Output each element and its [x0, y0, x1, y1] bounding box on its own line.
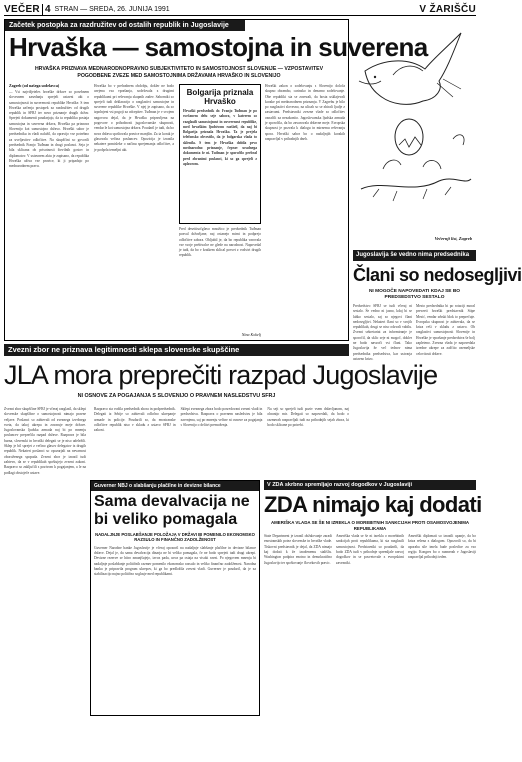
bulgaria-box-title: Bolgarija priznala Hrvaško	[186, 88, 254, 106]
presidency-story-subhead: NI MOGOČE NAPOVEDATI KDAJ SE BO PREDSEDSTVO SESTALO	[368, 289, 461, 300]
top-story-subhead: HRVAŠKA PRIZNAVA MEDNARODNOPRAVNO SUBJEKTIVITETO IN SAMOSTOJNOST SLOVENIJE — VZPOSTAVITEV POGODBENE ZVEZE MED SAMOSTOJNIMA DRŽAVAMA HRVAŠKO IN SLOVENIJO	[34, 66, 324, 79]
top-story-column-2: Hrvaška bo v prehodnem obdobju, dokler ne bodo urejena vsa vprašanja, sodelovala z drugimi republikami pri reševanju skupnih zadev. Saborniki so sprejeli tudi deklaracijo o razglasitvi samostojne in suverene republike Hrvaške. V njej je zapisano, da so izpolnjeni vsi pogoji za odcepitev. Tuđman je v svojem nagovoru dejal, da je Hrvaška pripravljena na pogovore o prihodnosti jugoslovanske skupnosti, vendar le kot samostojna država. Poudaril je tudi, da bo nova država spoštovala pravice manjšin. Za ta korak je glasovala večina poslancev. Opozicija je izrazila nekatere pomisleke o načinu sprejemanja odločitve, a je podprla temeljni akt.	[94, 84, 174, 152]
usa-story-column-2: Ameriška vlada se še ni izrekla o morebitnih sankcijah proti republikama, ki sta razglasili samostojnost. Predstavniki so poudarili, da bodo ZDA tudi v prihodnje spremljale razvoj dogodkov in se posvetovale z evropskimi zavezniki.	[336, 534, 404, 565]
devaluation-story-kicker: Guverner NBJ o slabšanju plačilne in devizne bilance	[91, 481, 259, 491]
bulgaria-box	[179, 84, 261, 338]
usa-story-headline: ZDA nimajo kaj dodati	[264, 492, 482, 517]
presidency-story-kicker: Jugoslavija še vedno nima predsednika	[353, 250, 476, 261]
presidency-story-headline: Člani so nedosegljivi	[353, 265, 522, 285]
top-story-byline: Zagreb (od našega sodelavca)	[9, 83, 60, 88]
jna-story-column-3: Na seji so sprejeli tudi poziv vsem državljanom, naj ohranijo mir. Delegati so napovedali, da bodo o razmerah razpravljali tudi na prihodnjih sejah zbora, ki bodo sklicane po potrebi.	[267, 407, 350, 427]
jna-story-column-2: Sklepi zveznega zbora bodo posredovani zvezni vladi in predsedstvu. Razprava o pravnem nasledstvu je bila zavrnjena, saj po mnenju večine ni osnove za pogajanja s Slovenijo o delitvi premoženja.	[180, 407, 263, 427]
dateline: STRAN — SREDA, 26. JUNIJA 1991	[54, 5, 170, 13]
presidency-story-column-1: Predsedstvo SFRJ se tudi včeraj ni sestalo. Še vedno ni jasno, kdaj bi se lahko sestalo, saj so njegovi člani nedosegljivi. Nekateri člani so v svojih republikah, drugi se niso odzvali vabilu. Zvezni sekretariat za informiranje je sporočil, da sklic seje ni mogoč, dokler ne bodo navzoči vsi člani. Tako Jugoslavija že več tednov nima predsednika predsedstva, kar ustvarja ustavno krizo.	[353, 304, 412, 361]
presidency-story-column-2: Mesto predsednika bi po rotaciji moral prevzeti hrvaški predstavnik Stipe Mesić, vendar srbski blok to preprečuje. Evropska skupnost je zahtevala, da se kriza reši v skladu z ustavo. Ob razglasitvi samostojnosti Slovenije in Hrvaške je vprašanje predsedstva še bolj zapleteno. Zvezna vlada je napovedala izredne ukrepe za zaščito ozemeljske celovitosti države.	[416, 304, 475, 356]
jna-story-kicker: Zvezni zbor ne priznava legitimnosti sklepa slovenske skupščine	[4, 344, 349, 356]
top-story-kicker: Začetek postopka za razdružitev od ostalih republik in Jugoslavije	[5, 20, 245, 31]
usa-story-column-1: State Department je izrazil obžalovanje zaradi enostranskih potez slovenske in hrvaške vlade. Tiskovni predstavnik je dejal, da ZDA nimajo kaj dodati k že izraženemu stališču. Washington podpira enotno in demokratično Jugoslavijo ter spoštovanje človekovih pravic.	[264, 534, 332, 565]
top-story-headline: Hrvaška — samostojna in suverena	[9, 32, 428, 62]
page-number: 4	[42, 4, 51, 15]
section-name: V ŽARIŠČU	[419, 3, 476, 15]
devaluation-story	[90, 480, 260, 716]
masthead	[4, 3, 476, 16]
top-story-column-1: — Vsi najvišjeteles hrvaške države so posebnem slovesnem zasedanju sprejeli ustavni akt o samostojnosti in suverenosti republike Hrvaške. S tem Hrvaška začenja postopek za razdružitev od drugih republik in SFRJ ter novo priznanje drugih držav. Sprejeti dokumenti poudarjajo, da ta republika postaja samostojna in suverena država, Hrvaška pa priznava Slovenijo kot samostojno državo. Hrvaški sabor je predsedniku in vladi naložil, da opravijo vse potrebno za uveljavitev odločitve. Na skupščini so govorili predsednik Franjo Tuđman in drugi poslanci. Seja je bila sklicana ob prisotnosti številnih gostov in diplomatov. V ustavnem aktu je zapisano, da republika Hrvaška uživa vse pravice, ki ji pripadajo po mednarodnem pravu.	[9, 90, 89, 169]
paper-name: VEČER	[4, 3, 40, 15]
jna-story-column-left: Zvezni zbor skupščine SFRJ je včeraj razglasil, da sklepi slovenske skupščine o samostojnosti nimajo pravne veljave. Poslanci so zahtevali od zveznega izvršnega sveta, da takoj ukrepa in zavaruje meje države. Jugoslovanska ljudska armada naj bi po mnenju poslancev preprečila razpad države. Razprava je bila burna, slovenski in hrvaški delegati se je niso udeležili. Sklep je bil sprejet z večino glasov delegatov iz drugih republik. Nekateri poslanci so opozarjali na nevarnost oboroženega spopada. Zvezni zbor je izrazil tudi zahtevo, da se v republikah spoštujejo zvezni zakoni. Razpravo so zaključili s pozivom k pogajanjem, a le na podlagi obstoječe ustave.	[4, 407, 86, 475]
jna-story-column-1: Razpravo sta vodila predsednik zbora in podpredsednik. Delegati iz Srbije so zahtevali odločno ukrepanje armade in policije. Poudarili so, da enostranske odločitve republik niso v skladu z ustavo SFRJ in zakoni.	[94, 407, 176, 433]
devaluation-story-text: Guverner Narodne banke Jugoslavije je včeraj opozoril na nadaljnje slabšanje plačilne in devizne bilance države. Dejal je, da sama devalvacija dinarja ne bi veliko pomagala, če ne bodo sprejeti tudi drugi ukrepi. Devizne rezerve se hitro zmanjšujejo, izvoz pada, uvoz pa ostaja na visoki ravni. Po njegovem mnenju bi nadaljnje poslabšanje političnih razmer pomenilo ekonomsko razsulo in veliko finančno zadolženost. Narodna banka je pripravila program ukrepov, ki ga bo predložila zvezni vladi. Guverner je poudaril, da je za stabilizacijo nujno politično soglasje med republikami.	[94, 545, 256, 577]
devaluation-story-subhead: NADALJNJE POSLABŠANJE POLOŽAJA V DRŽAVI BI POMENILO EKONOMSKO RAZSULO IN FINANČNO ZADOLŽENOST	[95, 532, 255, 543]
usa-story-subhead: AMERIŠKA VLADA SE ŠE NI IZREKLA O MOREBITNIH SANKCIJAH PROTI OSAMOSVOJENIMA REPUBLIKAMA	[270, 520, 470, 531]
bulgaria-box-after-text: Pred desettisočglavo množico je predsednik Tuđman pozval državljane, naj ostanejo mirni in podprejo odločitve sabora. Obljubil je, da bo republika varovala vse svoje prebivalce ne glede na narodnost. Napovedal je tudi, da bo v kratkem sklical posvet z vodstvi drugih republik.	[179, 227, 261, 258]
usa-story-kicker: V ZDA skrbno spremljajo razvoj dogodkov v Jugoslaviji	[264, 480, 476, 490]
usa-story	[264, 480, 482, 716]
cartoon-drawing	[353, 19, 476, 234]
cartoon	[353, 19, 476, 244]
usa-story-column-3: Ameriški diplomati so izrazili upanje, da bo kriza rešena z dialogom. Opozorili so, da bi uporaba sile imela hude posledice za vso regijo. Kongres bo o razmerah v Jugoslaviji razpravljal prihodnji teden.	[408, 534, 476, 560]
devaluation-story-headline: Sama devalvacija ne bi veliko pomagala	[94, 493, 250, 528]
cartoon-caption: Večernji list, Zagreb	[434, 236, 472, 241]
top-story-column-3: Hrvaški zakon o sodelovanju s Slovenijo določa skupno obrambo, carinsko in denarno sodelovanje. Obe republiki sta se zavezali, da bosta usklajevali korake pri mednarodnem priznanju. V Zagrebu je bilo po razglasitvi slovesno, na ulicah so se zbirali ljudje z zastavami. Predstavniki zvezne vlade so odločitev označili za nezakonito. Jugoslovanska ljudska armada je sporočila, da bo zavarovala državne meje. Evropska skupnost je pozvala k dialogu in mirnemu reševanju spora. Hrvaški sabor bo o nadaljnjih korakih razpravljal v prihodnjih dneh.	[265, 84, 345, 141]
bulgaria-box-text: Hrvaški predsednik dr. Franjo Tuđman je po svečanem delu seje sabora, v katerem so razglasili samostojnost in suverenost republike, med hrvaškim ljudstvom razširil, da naj bi Bolgarija priznala Hrvaško. Ta je prejela telefonsko obvestilo, da je bolgarska vlada to sklenila. S tem je Hrvaška dobila prvo mednarodno priznanje, čeprav uradnega dokumenta še ni. Tuđman je sporočilo prebral pred zbranimi poslanci, ki so ga sprejeli z aplavzom.	[183, 109, 257, 166]
bulgaria-box-author: Nina Kokelj	[241, 332, 261, 337]
jna-story-subhead: NI OSNOVE ZA POGAJANJA S SLOVENIJO O PRAVNEM NASLEDSTVU SFRJ	[77, 393, 276, 399]
jna-story-headline: JLA mora preprečiti razpad Jugoslavije	[4, 360, 438, 390]
